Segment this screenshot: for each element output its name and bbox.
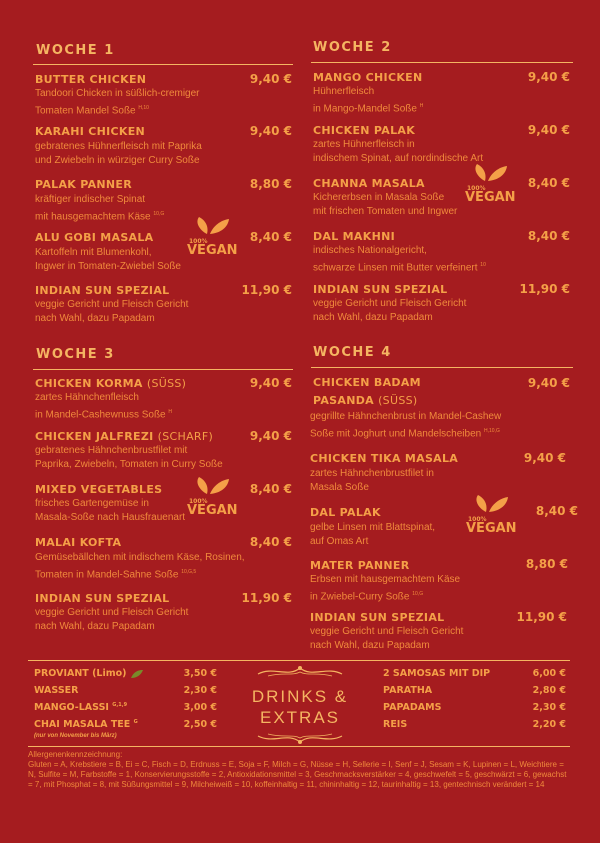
w4-item2-desc2: Masala Soße [310, 482, 369, 493]
vegan-badge-bottom: VEGAN [466, 521, 516, 536]
w2-item5-name: INDIAN SUN SPEZIAL [313, 283, 448, 296]
w4-item2-name: CHICKEN TIKA MASALA [310, 452, 459, 465]
w3-item2-tag: (SCHARF) [157, 430, 214, 443]
w3-item1-price: 9,40 € [249, 376, 292, 390]
w3-item5-desc1: veggie Gericht und Fleisch Gericht [35, 607, 189, 618]
w2-item1-desc2: in Mango-Mandel Soße [313, 103, 417, 115]
w4-item1-tag: (SÜSS) [378, 394, 418, 407]
w2-item5-desc [313, 297, 466, 325]
leaf-icon [461, 163, 515, 207]
w3-item5-desc [35, 606, 188, 634]
w3-item2-price: 9,40 € [249, 429, 292, 443]
w4-item5-desc2: nach Wahl, dazu Papadam [310, 640, 430, 651]
leaf-icon [183, 216, 237, 260]
drink-proviant-label: PROVIANT (Limo) [34, 668, 127, 679]
w2-item3-desc1: Kichererbsen in Masala Soße [313, 192, 445, 203]
w1-item3-desc2: mit hausgemachtem Käse [35, 211, 151, 223]
vegan-badge-bottom: VEGAN [187, 503, 237, 518]
w3-item5-desc2: nach Wahl, dazu Papadam [35, 621, 155, 632]
extra-papadams-price: 2,30 € [532, 702, 566, 713]
drink-chai-price: 2,50 € [183, 719, 217, 730]
w2-item3-desc [313, 191, 457, 219]
w4-item4-name: MATER PANNER [310, 559, 410, 572]
w4-item4-price: 8,80 € [525, 557, 568, 571]
w2-item4-desc [313, 244, 486, 275]
vegan-badge [462, 494, 516, 538]
vegan-badge [461, 163, 515, 207]
w1-item4-desc2: Ingwer in Tomaten-Zwiebel Soße [35, 261, 181, 272]
w4-item4-desc2: in Zwiebel-Curry Soße [310, 591, 410, 603]
allergen-title: Allergenenkennzeichnung: [28, 750, 123, 759]
w1-item1-desc [35, 87, 200, 118]
w3-item3-desc [35, 497, 185, 525]
drink-lassi-price: 3,00 € [183, 702, 217, 713]
drinks-divider-top [28, 660, 570, 661]
w3-item3-price: 8,40 € [249, 482, 292, 496]
w1-item5-price: 11,90 € [241, 283, 292, 297]
vegan-badge [183, 476, 237, 520]
w2-item4-allergens: 10 [480, 262, 486, 268]
drink-lassi-allergens: G,1,9 [112, 702, 128, 708]
w3-item4-desc2: Tomaten in Mandel-Sahne Soße [35, 569, 179, 581]
w3-item2-name [35, 430, 213, 443]
w2-item2-price: 9,40 € [527, 123, 570, 137]
w2-item3-name: CHANNA MASALA [313, 177, 425, 190]
w1-item2-desc2: und Zwiebeln in würziger Curry Soße [35, 155, 200, 166]
w3-item1-desc2: in Mandel-Cashewnuss Soße [35, 409, 166, 421]
leaf-icon [183, 476, 237, 520]
w4-item5-desc [310, 625, 463, 653]
week4-divider [311, 367, 573, 368]
w4-item4-desc [310, 573, 460, 604]
w3-item4-desc1: Gemüsebällchen mit indischem Käse, Rosinen, [35, 552, 245, 563]
w3-item2-desc [35, 444, 223, 472]
allergen-legend [28, 750, 568, 790]
drink-chai-allergens: G [133, 719, 138, 725]
w3-item1-name [35, 377, 186, 390]
drink-proviant-name [34, 668, 144, 679]
vegan-badge-top: 100% [189, 238, 208, 245]
w3-item1-allergens: H [168, 409, 173, 415]
w3-item3-name: MIXED VEGETABLES [35, 483, 163, 496]
w1-item4-desc [35, 246, 181, 274]
vegan-badge-bottom: VEGAN [465, 190, 515, 205]
w1-item5-name: INDIAN SUN SPEZIAL [35, 284, 170, 297]
drink-proviant-price: 3,50 € [183, 668, 217, 679]
extra-paratha-name: PARATHA [383, 685, 433, 696]
w1-item2-desc [35, 140, 202, 168]
w2-item2-desc1: zartes Hühnerfleisch in [313, 139, 415, 150]
chai-season-note: (nur von November bis März) [34, 733, 117, 739]
w1-item5-desc [35, 298, 188, 326]
w4-item1-price: 9,40 € [527, 376, 570, 390]
w1-item3-price: 8,80 € [249, 177, 292, 191]
drink-wasser-price: 2,30 € [183, 685, 217, 696]
w4-item5-desc1: veggie Gericht und Fleisch Gericht [310, 626, 464, 637]
w1-item4-desc1: Kartoffeln mit Blumenkohl, [35, 247, 152, 258]
drink-chai-name [34, 719, 138, 730]
vegan-badge [183, 216, 237, 260]
w1-item5-desc1: veggie Gericht und Fleisch Gericht [35, 299, 189, 310]
vegan-badge-top: 100% [468, 516, 487, 523]
week1-title: WOCHE 1 [36, 43, 115, 58]
w2-item2-desc [313, 138, 483, 166]
w4-item2-desc1: zartes Hähnchenbrustfilet in [310, 468, 434, 479]
w3-item4-price: 8,40 € [249, 535, 292, 549]
week2-divider [311, 62, 573, 63]
w2-item3-price: 8,40 € [527, 176, 570, 190]
w4-item5-price: 11,90 € [516, 610, 567, 624]
w3-item5-name: INDIAN SUN SPEZIAL [35, 592, 170, 605]
w2-item4-desc2: schwarze Linsen mit Butter verfeinert [313, 262, 478, 274]
week3-divider [33, 369, 293, 370]
week3-title: WOCHE 3 [36, 347, 115, 362]
w1-item1-price: 9,40 € [249, 72, 292, 86]
w1-item1-allergens: H,10 [138, 105, 149, 111]
w1-item5-desc2: nach Wahl, dazu Papadam [35, 313, 155, 324]
w3-item2-desc2: Paprika, Zwiebeln, Tomaten in Curry Soße [35, 459, 223, 470]
w3-item4-allergens: 10,G,5 [181, 569, 197, 575]
w3-item1-tag: (SÜSS) [146, 377, 187, 390]
drink-chai-label: CHAI MASALA TEE [34, 719, 131, 731]
vegan-badge-top: 100% [467, 185, 486, 192]
week2-title: WOCHE 2 [313, 40, 392, 55]
w2-item1-desc1: Hühnerfleisch [313, 86, 375, 97]
week4-title: WOCHE 4 [313, 345, 392, 360]
allergen-text: Gluten = A, Krebstiere = B, Ei = C, Fisch = D, Erdnuss = E, Soja = F, Milch = G, Nüsse = H, Sellerie = I, Senf = J, Sesam = K, Lupinen = L, Weichtiere = N, Sulfite = M, Farbstoffe = 1, Konservierungsstoffe = 2, Antioxidationsmittel = 3, Geschmacksverstärker = 4, geschwefelt = 5, geschwärzt = 6, gewachst = 7, mit Phosphat = 8, mit Süßungsmittel = 9, Milcheiweiß = 10, koffeinhaltig = 11, chininhaltig = 12, taurinhaltig = 13, gentechnisch verändert = 14 [28, 760, 567, 789]
w4-item1-name2 [313, 394, 417, 407]
vegan-badge-bottom: VEGAN [187, 243, 237, 258]
w4-item4-allergens: 10,G [412, 591, 424, 597]
w3-item4-name: MALAI KOFTA [35, 536, 122, 549]
w2-item5-desc1: veggie Gericht und Fleisch Gericht [313, 298, 467, 309]
w3-item2-title: CHICKEN JALFREZI [35, 430, 154, 443]
week1-divider [33, 64, 293, 65]
w1-item3-allergens: 10,G [153, 211, 165, 217]
w4-item1-name: CHICKEN BADAM [313, 376, 421, 389]
extra-paratha-price: 2,80 € [532, 685, 566, 696]
drinks-divider-bottom [28, 746, 570, 747]
w3-item3-desc2: Masala-Soße nach Hausfrauenart [35, 512, 186, 523]
w1-item2-desc1: gebratenes Hühnerfleisch mit Paprika [35, 141, 202, 152]
w2-item4-desc1: indisches Nationalgericht, [313, 245, 427, 256]
w3-item4-desc [35, 551, 245, 582]
drinks-title-line2: EXTRAS [259, 708, 341, 727]
w4-item3-desc [310, 521, 435, 549]
w2-item1-allergens: H [419, 103, 424, 109]
w4-item4-desc1: Erbsen mit hausgemachtem Käse [310, 574, 461, 585]
w4-item2-desc [310, 467, 434, 495]
drinks-extras-title [230, 686, 370, 728]
w3-item5-price: 11,90 € [241, 591, 292, 605]
vegan-badge-top: 100% [189, 498, 208, 505]
w4-item3-name: DAL PALAK [310, 506, 381, 519]
w1-item3-desc1: kräftiger indischer Spinat [35, 194, 146, 205]
w4-item3-desc1: gelbe Linsen mit Blattspinat, [310, 522, 436, 533]
w2-item1-desc [313, 85, 423, 116]
w1-item3-desc [35, 193, 164, 224]
w1-item1-desc2: Tomaten Mandel Soße [35, 105, 136, 117]
drink-lassi-label: MANGO-LASSI [34, 702, 109, 714]
w1-item4-price: 8,40 € [249, 230, 292, 244]
w4-item3-desc2: auf Omas Art [310, 536, 369, 547]
w2-item4-name: DAL MAKHNI [313, 230, 395, 243]
w1-item2-name: KARAHI CHICKEN [35, 125, 146, 138]
extra-reis-price: 2,20 € [532, 719, 566, 730]
w3-item1-desc [35, 391, 172, 422]
w4-item1-desc [310, 410, 501, 441]
w2-item1-price: 9,40 € [527, 70, 570, 84]
w3-item2-desc1: gebratenes Hähnchenbrustfilet mit [35, 445, 188, 456]
w1-item3-name: PALAK PANNER [35, 178, 133, 191]
w2-item5-desc2: nach Wahl, dazu Papadam [313, 312, 433, 323]
extra-papadams-name: PAPADAMS [383, 702, 442, 713]
extra-samosas-name: 2 SAMOSAS MIT DIP [383, 668, 491, 679]
w2-item1-name: MANGO CHICKEN [313, 71, 423, 84]
w1-item4-name: ALU GOBI MASALA [35, 231, 154, 244]
w3-item1-desc1: zartes Hähnchenfleisch [35, 392, 139, 403]
w4-item2-price: 9,40 € [523, 451, 566, 465]
w2-item2-desc2: indischem Spinat, auf nordindische Art [313, 153, 484, 164]
w1-item2-price: 9,40 € [249, 124, 292, 138]
drinks-title-line1: DRINKS & [251, 687, 349, 706]
w2-item2-name: CHICKEN PALAK [313, 124, 416, 137]
w1-item1-name: BUTTER CHICKEN [35, 73, 147, 86]
extra-reis-name: REIS [383, 719, 408, 730]
drink-lassi-name [34, 702, 127, 713]
w4-item1-desc2: Soße mit Joghurt und Mandelscheiben [310, 428, 482, 440]
w3-item3-desc1: frisches Gartengemüse in [35, 498, 149, 509]
w2-item4-price: 8,40 € [527, 229, 570, 243]
w2-item5-price: 11,90 € [519, 282, 570, 296]
w2-item3-desc2: mit frischen Tomaten und Ingwer [313, 206, 458, 217]
w4-item5-name: INDIAN SUN SPEZIAL [310, 611, 445, 624]
leaf-icon [462, 494, 516, 538]
leaf-icon [130, 669, 144, 679]
extra-samosas-price: 6,00 € [532, 668, 566, 679]
w3-item1-title: CHICKEN KORMA [35, 377, 143, 390]
drink-wasser-name: WASSER [34, 685, 79, 696]
w4-item1-desc1: gegrillte Hähnchenbrust in Mandel-Cashew [310, 411, 502, 422]
w1-item1-desc1: Tandoori Chicken in süßlich-cremiger [35, 88, 200, 99]
w4-item1-title2: PASANDA [313, 394, 374, 407]
w4-item1-allergens: H,10,G [484, 428, 500, 434]
w4-item3-price: 8,40 € [535, 504, 578, 518]
